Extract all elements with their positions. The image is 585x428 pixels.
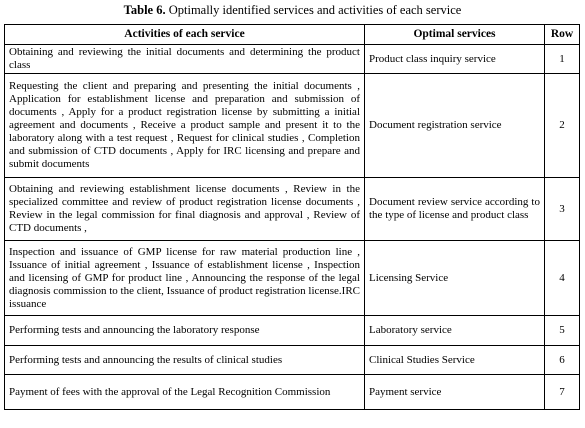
services-table xyxy=(4,24,580,410)
activities-cell: Payment of fees with the approval of the Legal Recognition Commission xyxy=(5,375,365,410)
table-row xyxy=(5,346,580,375)
table-header-row xyxy=(5,25,580,45)
activities-cell: Inspection and issuance of GMP license for raw material production line , Issuance of initial agreement , Issuance of establishment license , Inspection and licensing of GMP for product line , Announcing the response of the legal diagnosis commission to the client, Issuance of product registration license.IRC issuance xyxy=(5,241,365,316)
service-cell: Product class inquiry service xyxy=(365,45,545,74)
row-number-cell: 2 xyxy=(545,74,580,178)
row-number-cell: 7 xyxy=(545,375,580,410)
row-number-cell: 4 xyxy=(545,241,580,316)
service-cell: Clinical Studies Service xyxy=(365,346,545,375)
header-optimal-services: Optimal services xyxy=(365,25,545,45)
table-row xyxy=(5,45,580,74)
activities-cell: Requesting the client and preparing and presenting the initial documents , Application for establishment license and preparation and submission of documents , Apply for a product registration license by submitting a initial agreement and documents , Receive a product sample and present it to the laboratory along with a test request , Request for clinical studies , Completion and submission of CTD documents , Apply for IRC licensing and prepare and submit documents xyxy=(5,74,365,178)
table-row xyxy=(5,74,580,178)
service-cell: Document registration service xyxy=(365,74,545,178)
service-cell: Document review service according to the type of license and product class xyxy=(365,178,545,241)
service-cell: Licensing Service xyxy=(365,241,545,316)
table-row xyxy=(5,375,580,410)
caption-text: Optimally identified services and activities of each service xyxy=(165,3,462,17)
activities-cell: Obtaining and reviewing establishment license documents , Review in the specialized committee and review of product registration license documents , Review in the legal commission for final diagnosis and approval , Review of CTD documents , xyxy=(5,178,365,241)
table-row xyxy=(5,316,580,346)
row-number-cell: 6 xyxy=(545,346,580,375)
table-row xyxy=(5,178,580,241)
service-cell: Payment service xyxy=(365,375,545,410)
service-cell: Laboratory service xyxy=(365,316,545,346)
activities-cell: Obtaining and reviewing the initial documents and determining the product class xyxy=(5,45,365,74)
table-row xyxy=(5,241,580,316)
row-number-cell: 5 xyxy=(545,316,580,346)
row-number-cell: 1 xyxy=(545,45,580,74)
header-activities: Activities of each service xyxy=(5,25,365,45)
row-number-cell: 3 xyxy=(545,178,580,241)
header-row: Row xyxy=(545,25,580,45)
caption-label: Table 6. xyxy=(123,3,166,17)
activities-cell: Performing tests and announcing the results of clinical studies xyxy=(5,346,365,375)
table-caption xyxy=(0,2,585,18)
activities-cell: Performing tests and announcing the laboratory response xyxy=(5,316,365,346)
